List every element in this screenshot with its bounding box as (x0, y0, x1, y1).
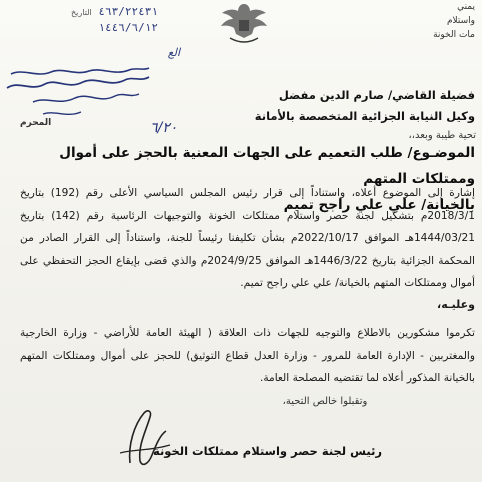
addressee-block (220, 85, 475, 127)
handwritten-number: ٦/٢٠ (150, 120, 178, 136)
letterhead-line: يمني (457, 2, 475, 12)
reference-date: ١٤٤٦/٦/١٢ (98, 21, 158, 34)
subject-line: الموضـوع/ طلب التعميم على الجهات المعنية بالحجز على أموال وممتلكات المتهم (59, 145, 475, 187)
regards-text: وعليـه، (437, 298, 475, 311)
letterhead-line: واستلام (446, 16, 475, 26)
thanks-text: وتقبلوا خالص التحية، (282, 396, 368, 407)
letterhead-line: مات الخونة (433, 30, 475, 40)
date-label: التاريخ (71, 8, 92, 17)
subject-line: بالخيانة/ علي علي راجح تميم (283, 197, 475, 213)
muharram-label: المحرم (20, 118, 52, 128)
letterhead-right (400, 0, 475, 42)
body-paragraph: إشارة إلى الموضوع أعلاه، واستناداً إلى قرار رئيس المجلس السياسي الأعلى رقم (192) بتاريخ 2018/3/1م بتشكيل لجنة حصر واستلام ممتلكات الخونة والتوجيهات الرئاسية رقم (142) بتاريخ 1444/03/21هـ الموافق 2022/10/17م بشأن تكليفنا رئيساً للجنة، واستناداً إلى القرار الصادر من المحكمة الجزائية بتاريخ 1446/3/22هـ الموافق 2024/9/25م والذي قضى بإيقاع الحجز التحفظي على أموال وممتلكات المتهم بالخيانة/ علي علي راجح تميم. (20, 187, 475, 289)
honorific: تحية طيبة وبعد،، (408, 130, 476, 141)
addressee-title: وكيل النيابة الجزائية المتخصصة بالأمانة (254, 109, 475, 123)
reference-number-value: ٤٦٣/٢٢٤٣١ (98, 5, 158, 18)
handwritten-note: الع (167, 46, 180, 59)
addressee-name: فضيلة القاضي/ صارم الدين مفضل (278, 88, 475, 102)
eagle-emblem-icon (218, 0, 270, 46)
reference-number (8, 4, 158, 20)
signatory-title: رئيس لجنة حصر واستلام ممتلكات الخونة (152, 444, 383, 458)
handwritten-signature (110, 405, 180, 475)
reference-block (8, 4, 158, 35)
closing-paragraph: تكرموا مشكورين بالاطلاع والتوجيه للجهات ذات العلاقة ( الهيئة العامة للأراضي - وزارة الخارجية والمغتربين - الإدارة العامة للمرور - وزارة العدل قطاع التوثيق) للحجز على أموال وممتلكات المتهم بالخيانة المذكور أعلاه لما تقتضيه المصلحة العامة. (20, 327, 475, 384)
